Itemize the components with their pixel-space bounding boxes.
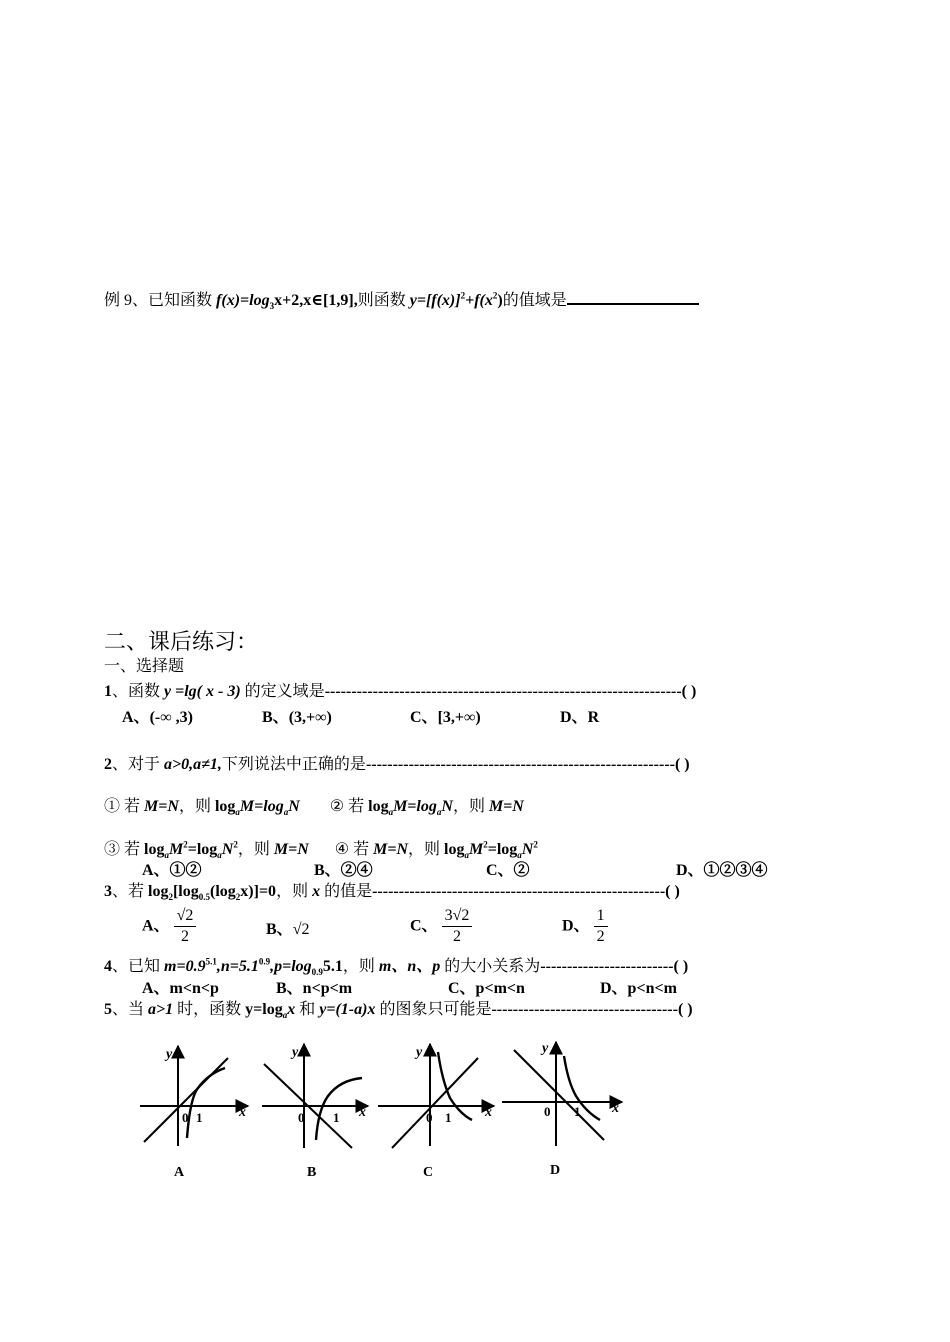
q2-option-a[interactable]: A、①②: [142, 862, 202, 879]
fraction: $\frac{1}{2}$: [594, 906, 608, 947]
origin-label: 0: [426, 1110, 433, 1125]
q2-statements-1-2: ① 若 M=N，则 $\log_aM=\log_aN$ ② 若 $\log_aM=\log_aN$，则 M=N: [104, 798, 524, 818]
function-graphs: [130, 1036, 650, 1186]
one-label: 1: [196, 1110, 203, 1125]
question-4: 4、已知 $m=0.9^{5.1},n=5.1^{0.9},p=\log_{0.9}5.1$，则 m、n、p 的大小关系为-------------------------( ): [104, 956, 689, 978]
q3-option-d[interactable]: D、 $\frac{1}{2}$: [562, 906, 608, 947]
q2-option-b[interactable]: B、②④: [314, 862, 373, 879]
answer-paren[interactable]: ( ): [673, 958, 689, 975]
log-curve: [438, 1052, 472, 1120]
axis-y-label: y: [542, 1041, 549, 1056]
axis-y-label: y: [416, 1045, 423, 1060]
answer-blank[interactable]: [567, 289, 699, 305]
section-subtitle: 一、选择题: [104, 658, 185, 675]
line-graph: [514, 1050, 604, 1140]
q4-option-b[interactable]: B、n<p<m: [276, 980, 353, 997]
axis-y-label: y: [292, 1045, 299, 1060]
log-curve: [316, 1078, 362, 1140]
q4-option-c[interactable]: C、p<m<n: [448, 980, 525, 997]
one-label: 1: [333, 1110, 340, 1125]
graph-b[interactable]: [262, 1044, 368, 1180]
answer-paren[interactable]: ( ): [665, 883, 680, 900]
graph-d[interactable]: [502, 1041, 622, 1178]
section-title: 二、课后练习：: [104, 629, 259, 654]
q3-option-a[interactable]: A、 $\frac{√2}{2}$: [142, 906, 196, 947]
q2-statements-3-4: ③ 若 $\log_aM^2=\log_aN^2$，则 M=N ④ 若 M=N，则 $\log_aM^2=\log_aN^2$: [104, 839, 538, 861]
question-1: 1、函数 y =lg( x - 3) 的定义域是-------------------------------------------------------------------( ): [104, 683, 697, 700]
fraction: $\frac{√2}{2}$: [174, 906, 197, 947]
graph-b-label: B: [307, 1165, 317, 1180]
q1-option-d[interactable]: D、R: [560, 709, 600, 726]
q1-option-c[interactable]: C、[3,+∞): [410, 709, 481, 726]
question-5: 5、当 a>1 时，函数 $y=\log_ax$ 和 y=(1-a)x 的图象只可能是-----------------------------------( ): [104, 1001, 693, 1021]
axis-x-label: x: [239, 1105, 246, 1120]
graph-c[interactable]: [378, 1044, 494, 1180]
axis-x-label: x: [485, 1105, 492, 1120]
one-label: 1: [574, 1104, 581, 1119]
q4-option-a[interactable]: A、m<n<p: [142, 980, 219, 997]
origin-label: 0: [544, 1104, 551, 1119]
fraction: $\frac{3√2}{2}$: [442, 906, 473, 947]
q3-option-b[interactable]: B、√2: [266, 921, 310, 938]
answer-paren[interactable]: ( ): [674, 756, 690, 773]
q2-option-d[interactable]: D、①②③④: [676, 862, 768, 879]
axis-x-label: x: [359, 1105, 366, 1120]
q1-option-b[interactable]: B、(3,+∞): [262, 709, 332, 726]
example-9: 例 9、已知函数 $f(x)=\log_3x+2,x\in[1,9]$,则函数 $y=[f(x)]^2+f(x^2)$的值域是: [104, 289, 699, 311]
axis-x-label: x: [612, 1101, 619, 1116]
example-label: 例 9: [104, 292, 133, 309]
q2-option-c[interactable]: C、②: [486, 862, 530, 879]
graph-d-label: D: [550, 1163, 561, 1178]
line-graph: [144, 1058, 228, 1142]
graph-c-label: C: [423, 1165, 434, 1180]
graph-a-label: A: [174, 1165, 185, 1180]
graph-a[interactable]: [140, 1046, 248, 1180]
origin-label: 0: [182, 1110, 189, 1125]
origin-label: 0: [298, 1110, 305, 1125]
line-graph: [392, 1058, 478, 1148]
log-curve: [564, 1056, 600, 1120]
answer-paren[interactable]: ( ): [681, 683, 697, 700]
answer-paren[interactable]: ( ): [677, 1001, 693, 1018]
log-curve: [187, 1068, 225, 1138]
q1-option-a[interactable]: A、(-∞ ,3): [122, 709, 193, 726]
axis-y-label: y: [166, 1047, 173, 1062]
q4-option-d[interactable]: D、p<n<m: [600, 980, 677, 997]
one-label: 1: [445, 1110, 452, 1125]
question-2: 2、对于 a>0,a≠1,下列说法中正确的是----------------------------------------------------------( ): [104, 756, 690, 773]
question-3: 3、若 $\log_2[\log_{0.5}(\log_2x)]=0$，则 x 的值是-------------------------------------------------------( ): [104, 883, 680, 903]
q3-option-c[interactable]: C、 $\frac{3√2}{2}$: [410, 906, 472, 947]
